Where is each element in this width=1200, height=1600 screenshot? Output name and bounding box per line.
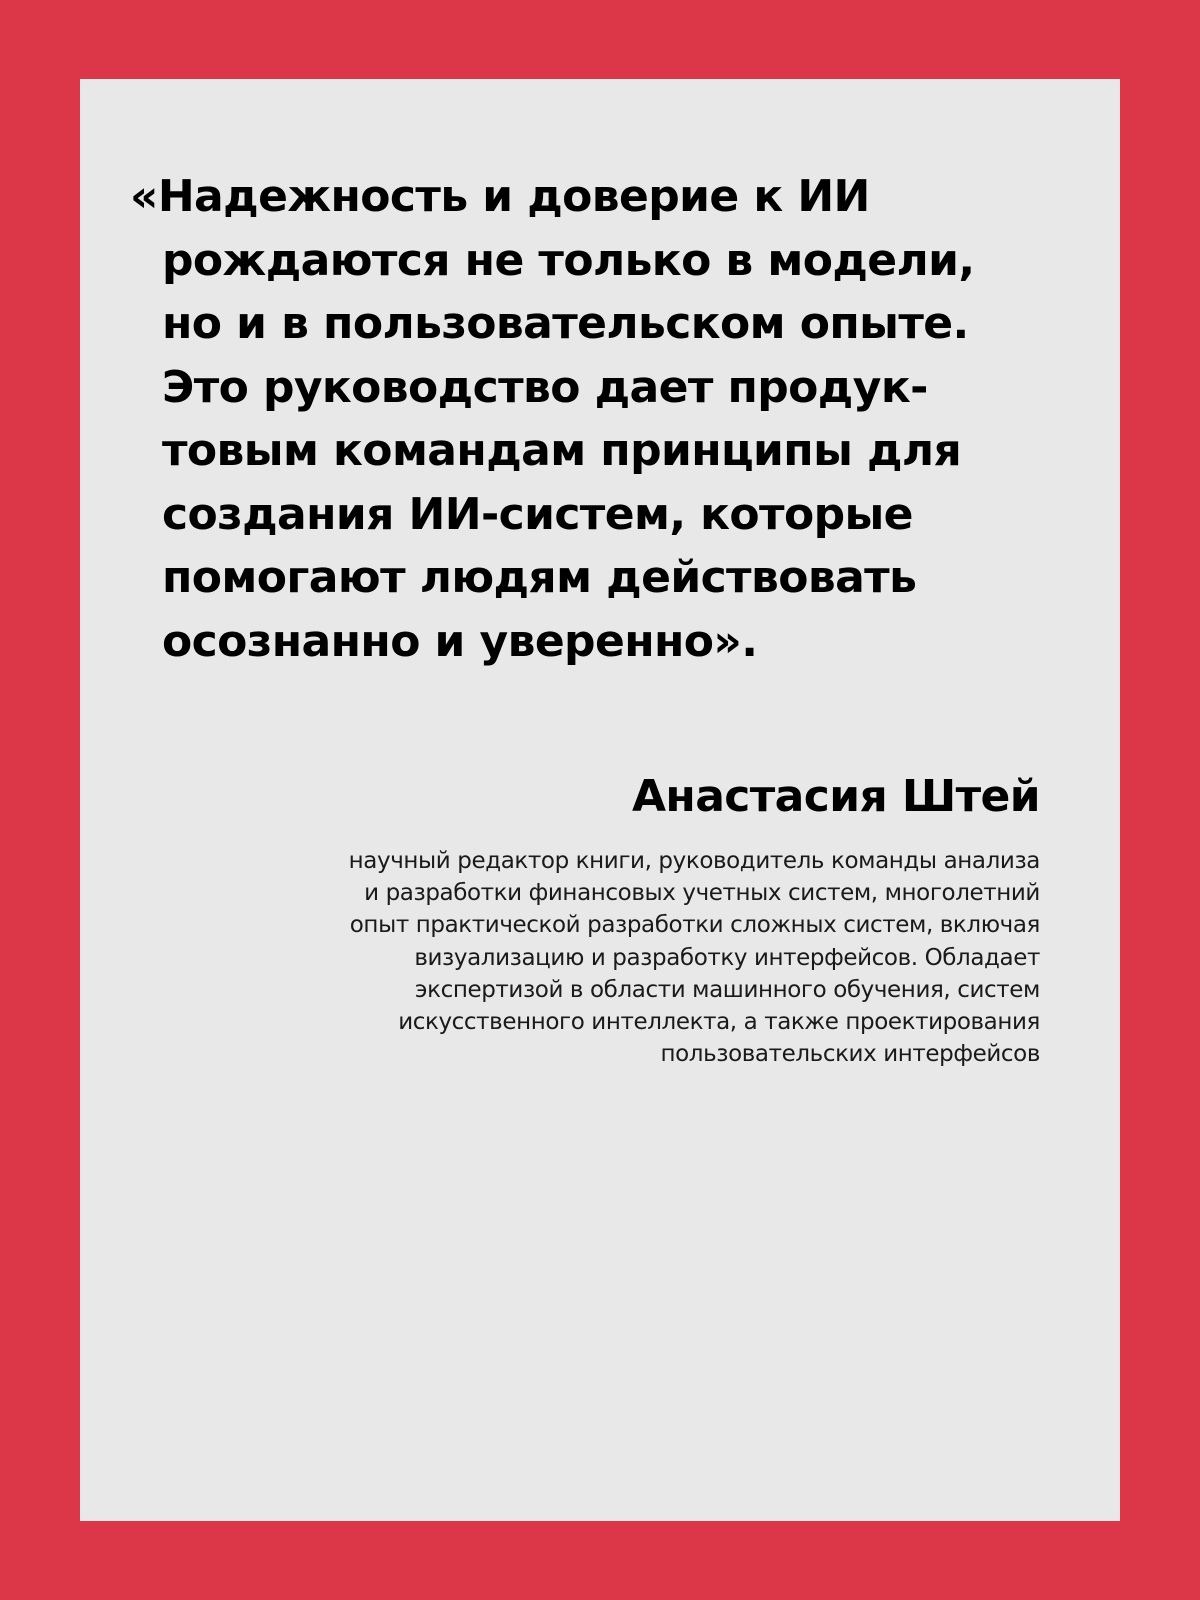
author-bio-line: научный редактор книги, руководитель команды анализа [348,848,1040,874]
quote-line: помогают людям действовать [162,552,917,603]
author-bio-line: опыт практической разработки сложных систем, включая [349,912,1040,939]
author-bio-line: визуализацию и разработку интерфейсов. Обладает [414,944,1040,971]
quote-line: осознанно и уверенно». [162,615,758,667]
author-bio-line: пользовательских интерфейсов [660,1041,1040,1068]
quote-card [80,79,1120,1521]
quote-line: Это руководство дает продук- [162,361,928,413]
quote-line: но и в пользовательском опыте. [162,298,969,349]
author-bio-line: и разработки финансовых учетных систем, многолетний [364,880,1040,907]
author-bio [140,845,1040,1070]
author-bio-line: экспертизой в области машинного обучения, систем [414,976,1040,1003]
quote-line: товым командам принципы для [162,425,962,476]
quote-line: создания ИИ-систем, которые [162,488,913,540]
quote-line: рождаются не только в модели, [162,234,975,286]
quote-text [130,165,1090,673]
author-name: Анастасия Штей [631,771,1040,822]
quote-line: «Надежность и доверие к ИИ [130,171,870,222]
author-bio-line: искусственного интеллекта, а также проектирования [398,1009,1040,1036]
